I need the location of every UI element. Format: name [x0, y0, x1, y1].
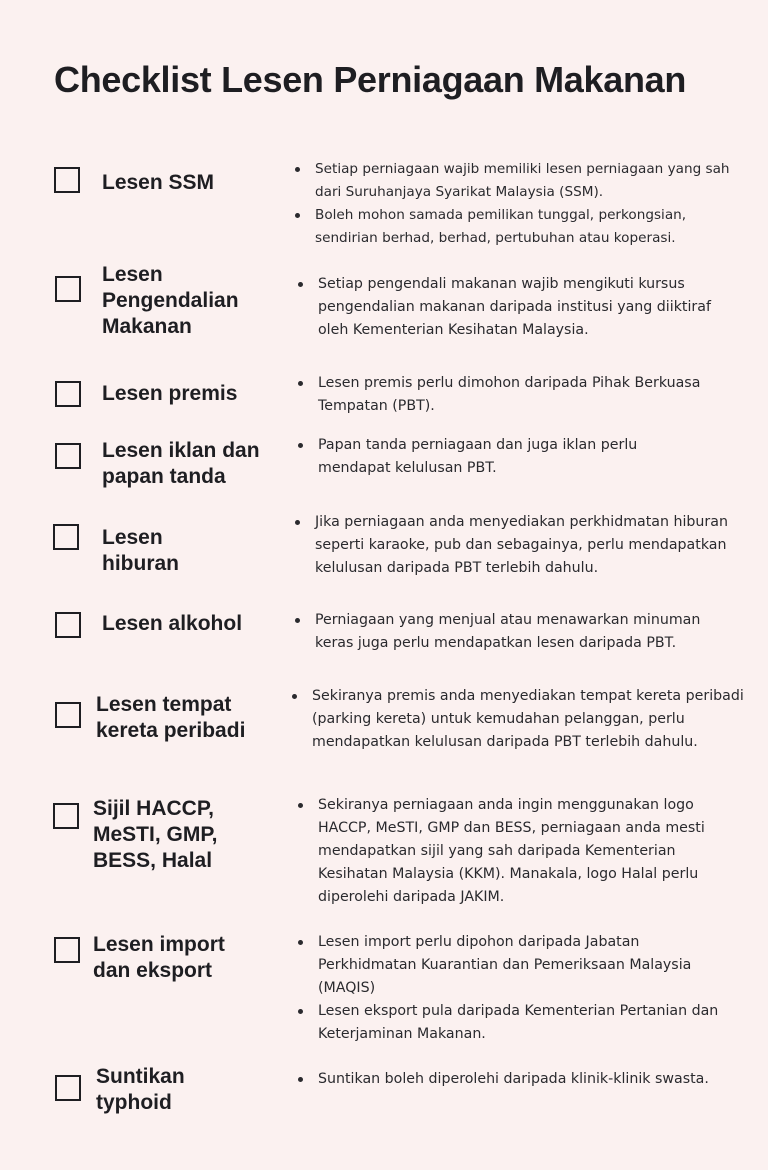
item-label: Lesen iklan dan papan tanda: [102, 439, 260, 488]
item-label: Lesen hiburan: [102, 526, 179, 575]
checkbox[interactable]: [55, 1075, 81, 1101]
item-label: Lesen alkohol: [102, 612, 243, 635]
item-description: [296, 273, 736, 342]
checkbox[interactable]: [55, 702, 81, 728]
item-label: Suntikan typhoid: [96, 1065, 185, 1114]
page-title: Checklist Lesen Perniagaan Makanan: [54, 59, 687, 100]
checkbox[interactable]: [55, 612, 81, 638]
item-description: [290, 685, 750, 754]
bullet-text: Lesen import perlu dipohon daripada Jabatan Perkhidmatan Kuarantian dan Pemeriksaan Malaysia (MAQIS): [296, 931, 741, 1000]
bullet-text: Lesen premis perlu dimohon daripada Pihak Berkuasa Tempatan (PBT).: [296, 372, 746, 418]
item-description: [293, 609, 743, 655]
checkbox[interactable]: [55, 443, 81, 469]
item-description: [293, 511, 753, 580]
bullet-text: Sekiranya perniagaan anda ingin menggunakan logo HACCP, MeSTI, GMP dan BESS, perniagaan anda mesti mendapatkan sijil yang sah daripada Kementerian Kesihatan Malaysia (KKM). Manakala, logo Halal perlu diperolehi daripada JAKIM.: [296, 794, 746, 909]
bullet-text: Suntikan boleh diperolehi daripada klinik-klinik swasta.: [296, 1068, 716, 1091]
checkbox[interactable]: [54, 937, 80, 963]
bullet-text: Lesen eksport pula daripada Kementerian Pertanian dan Keterjaminan Makanan.: [296, 1000, 741, 1046]
checkbox[interactable]: [53, 803, 79, 829]
bullet-text: Perniagaan yang menjual atau menawarkan minuman keras juga perlu mendapatkan lesen daripada PBT.: [293, 609, 743, 655]
item-description: [296, 1068, 716, 1091]
item-description: [293, 158, 733, 250]
item-description: [296, 434, 706, 480]
bullet-text: Setiap pengendali makanan wajib mengikuti kursus pengendalian makanan daripada institusi yang diiktiraf oleh Kementerian Kesihatan Malaysia.: [296, 273, 736, 342]
item-label: Lesen import dan eksport: [93, 933, 225, 982]
checkbox[interactable]: [54, 167, 80, 193]
item-label: Lesen SSM: [102, 171, 215, 194]
item-description: [296, 794, 746, 909]
checkbox[interactable]: [55, 276, 81, 302]
bullet-text: Jika perniagaan anda menyediakan perkhidmatan hiburan seperti karaoke, pub dan sebagainya, perlu mendapatkan kelulusan daripada PBT terlebih dahulu.: [293, 511, 753, 580]
bullet-text: Boleh mohon samada pemilikan tunggal, perkongsian, sendirian berhad, berhad, pertubuhan atau koperasi.: [293, 204, 733, 250]
item-description: [296, 931, 741, 1046]
item-label: Lesen tempat kereta peribadi: [96, 693, 246, 742]
item-description: [296, 372, 746, 418]
checkbox[interactable]: [53, 524, 79, 550]
item-label: Lesen premis: [102, 382, 238, 405]
checkbox[interactable]: [55, 381, 81, 407]
bullet-text: Setiap perniagaan wajib memiliki lesen perniagaan yang sah dari Suruhanjaya Syarikat Malaysia (SSM).: [293, 158, 733, 204]
item-label: Lesen Pengendalian Makanan: [102, 263, 239, 338]
bullet-text: Sekiranya premis anda menyediakan tempat kereta peribadi (parking kereta) untuk kemudahan pelanggan, perlu mendapatkan kelulusan daripada PBT terlebih dahulu.: [290, 685, 750, 754]
bullet-text: Papan tanda perniagaan dan juga iklan perlu mendapat kelulusan PBT.: [296, 434, 706, 480]
item-label: Sijil HACCP, MeSTI, GMP, BESS, Halal: [93, 797, 218, 872]
